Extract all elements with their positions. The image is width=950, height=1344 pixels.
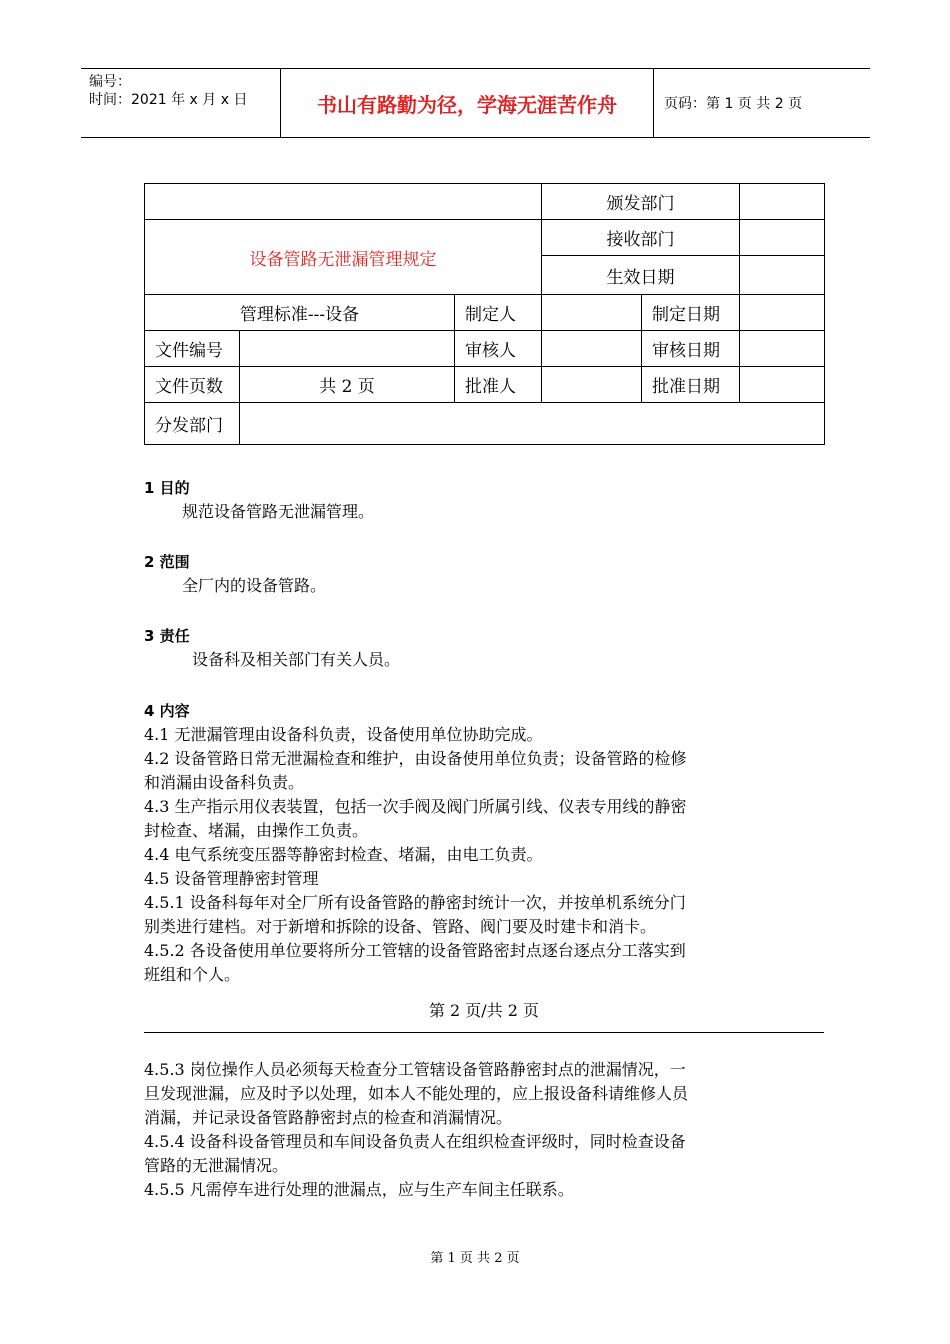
review-date-value (740, 331, 825, 367)
paragraph: 4.5.5 凡需停车进行处理的泄漏点，应与生产车间主任联系。 (144, 1180, 574, 1199)
reviewer-label: 审核人 (455, 331, 542, 367)
drafter-label: 制定人 (455, 295, 542, 331)
approve-date-label: 批准日期 (642, 367, 740, 403)
issuing-dept-label: 颁发部门 (542, 184, 740, 220)
page-mark: 第 2 页/共 2 页 (428, 1001, 540, 1020)
paragraph: 和消漏由设备科负责。 (144, 773, 305, 792)
section-1-text: 规范设备管路无泄漏管理。 (182, 502, 375, 521)
header-motto: 书山有路勤为径，学海无涯苦作舟 (281, 69, 654, 137)
doc-no-label: 文件编号 (145, 331, 240, 367)
blank-cell (145, 184, 542, 220)
paragraph: 4.4 电气系统变压器等静密封检查、堵漏，由电工负责。 (144, 845, 543, 864)
section-2-title: 2 范围 (144, 553, 190, 571)
paragraph: 班组和个人。 (144, 965, 241, 984)
approver-label: 批准人 (455, 367, 542, 403)
receiving-dept-label: 接收部门 (542, 220, 740, 256)
paragraph: 4.5.1 设备科每年对全厂所有设备管路的静密封统计一次，并按单机系统分门 (144, 893, 686, 912)
paragraph: 4.5.4 设备科设备管理员和车间设备负责人在组织检查评级时，同时检查设备 (144, 1132, 686, 1151)
paragraph: 4.5 设备管理静密封管理 (144, 869, 319, 888)
doc-title: 设备管路无泄漏管理规定 (145, 220, 542, 295)
receiving-dept-value (740, 220, 825, 256)
section-2 (144, 550, 834, 598)
document-meta-table (144, 183, 825, 445)
approve-date-value (740, 367, 825, 403)
page-header (81, 68, 870, 138)
pages-value: 共 2 页 (240, 367, 455, 403)
paragraph: 消漏，并记录设备管路静密封点的检查和消漏情况。 (144, 1108, 513, 1127)
drafter-value (542, 295, 642, 331)
section-1-title: 1 目的 (144, 479, 190, 497)
paragraph: 4.1 无泄漏管理由设备科负责，设备使用单位协助完成。 (144, 725, 543, 744)
paragraph: 旦发现泄漏，应及时予以处理，如本人不能处理的，应上报设备科请维修人员 (144, 1084, 689, 1103)
paragraph: 4.5.2 各设备使用单位要将所分工管辖的设备管路密封点逐台逐点分工落实到 (144, 941, 686, 960)
doc-no-value (240, 331, 455, 367)
number-label: 编号： (89, 74, 131, 90)
section-4-title: 4 内容 (144, 702, 190, 720)
distribution-value (240, 403, 825, 445)
distribution-label: 分发部门 (145, 403, 240, 445)
section-3 (144, 624, 834, 672)
paragraph: 4.5.3 岗位操作人员必须每天检查分工管辖设备管路静密封点的泄漏情况，一 (144, 1060, 686, 1079)
header-left (81, 69, 281, 137)
issuing-dept-value (740, 184, 825, 220)
paragraph: 别类进行建档。对于新增和拆除的设备、管路、阀门要及时建卡和消卡。 (144, 917, 657, 936)
pages-label: 文件页数 (145, 367, 240, 403)
section-2-text: 全厂内的设备管路。 (182, 576, 327, 595)
paragraph: 4.3 生产指示用仪表装置，包括一次手阀及阀门所属引线、仪表专用线的静密 (144, 797, 687, 816)
reviewer-value (542, 331, 642, 367)
draft-date-label: 制定日期 (642, 295, 740, 331)
header-page-code: 页码：第 1 页 共 2 页 (664, 96, 803, 112)
section-3-text: 设备科及相关部门有关人员。 (192, 650, 401, 669)
paragraph: 封检查、堵漏，由操作工负责。 (144, 821, 369, 840)
section-4 (144, 699, 834, 987)
draft-date-value (740, 295, 825, 331)
effective-date-label: 生效日期 (542, 256, 740, 295)
category-label: 管理标准---设备 (145, 295, 455, 331)
review-date-label: 审核日期 (642, 331, 740, 367)
page-divider (144, 1032, 824, 1033)
page-footer: 第 1 页 共 2 页 (430, 1251, 520, 1266)
section-4-continued (144, 1058, 834, 1202)
approver-value (542, 367, 642, 403)
paragraph: 4.2 设备管路日常无泄漏检查和维护，由设备使用单位负责；设备管路的检修 (144, 749, 687, 768)
section-1 (144, 476, 834, 524)
section-3-title: 3 责任 (144, 627, 190, 645)
time-label: 时间：2021 年 x 月 x 日 (89, 92, 248, 108)
paragraph: 管路的无泄漏情况。 (144, 1156, 289, 1175)
effective-date-value (740, 256, 825, 295)
